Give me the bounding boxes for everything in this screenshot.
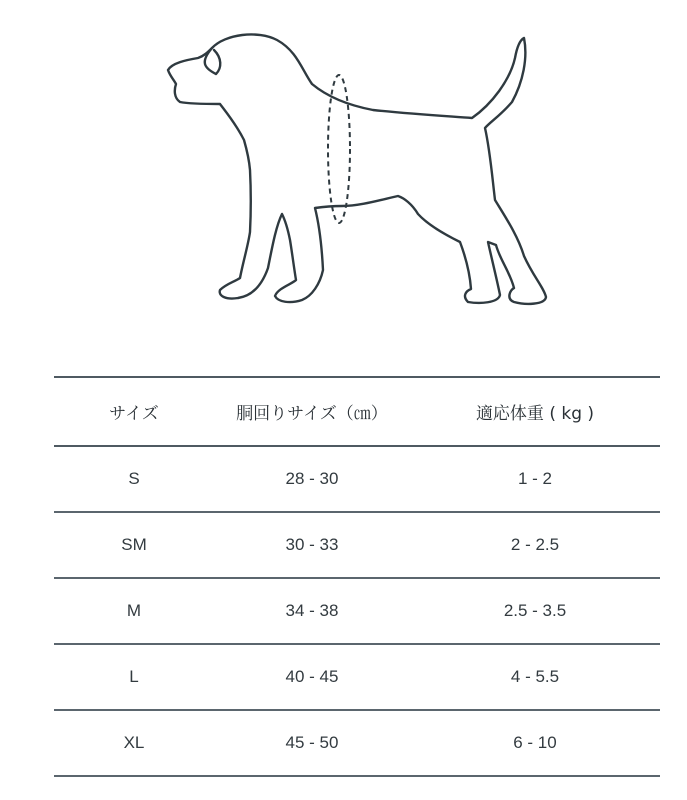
- table-row: [54, 578, 660, 644]
- table-row: [54, 644, 660, 710]
- cell-girth: 30 - 33: [285, 535, 339, 554]
- cell-size: L: [129, 667, 139, 686]
- cell-weight: 1 - 2: [517, 469, 553, 488]
- cell-weight: 6 - 10: [513, 733, 557, 752]
- header-size: サイズ: [109, 404, 159, 424]
- dog-outline-icon: [155, 30, 555, 320]
- cell-girth: 45 - 50: [285, 733, 339, 752]
- cell-girth: 34 - 38: [285, 601, 339, 620]
- table-row: [54, 512, 660, 578]
- cell-weight: 2.5 - 3.5: [503, 601, 567, 620]
- cell-weight: 2 - 2.5: [510, 535, 560, 554]
- cell-size: SM: [121, 535, 147, 554]
- cell-girth: 28 - 30: [285, 469, 339, 488]
- cell-size: S: [128, 469, 140, 488]
- cell-size: XL: [123, 733, 145, 752]
- table-row: [54, 710, 660, 776]
- cell-size: M: [126, 601, 142, 620]
- table-header-row: [54, 377, 660, 446]
- header-girth: 胴回りサイズ（㎝）: [236, 404, 388, 424]
- table-row: [54, 446, 660, 512]
- cell-girth: 40 - 45: [285, 667, 339, 686]
- cell-weight: 4 - 5.5: [510, 667, 560, 686]
- header-weight: 適応体重 ( kg ): [475, 404, 595, 424]
- size-chart-table: [54, 376, 660, 777]
